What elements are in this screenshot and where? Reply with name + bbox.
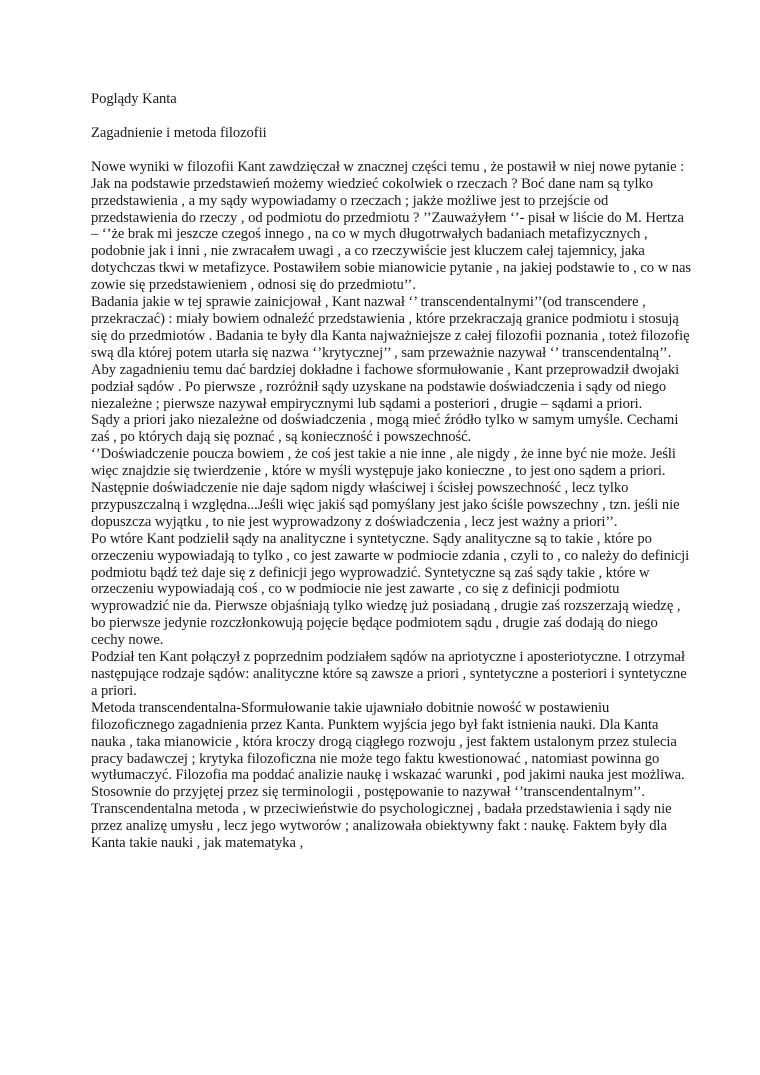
paragraph: ‘’Doświadczenie poucza bowiem , że coś jest takie a nie inne , ale nigdy , że inne być nie może. Jeśli więc znajdzie się twierdzenie , które w myśli występuje jako konieczne , to jest ono sądem a priori. <box>91 446 676 480</box>
paragraph: Następnie doświadczenie nie daje sądom nigdy właściwej i ścisłej powszechność , lecz tylko przypuszczalną i względna...Jeśli więc jakiś sąd pomyślany jest jako ściśle powszechny , tzn. jeśli nie dopuszcza wyjątku , to nie jest wyprowadzony z doświadczenia , lecz jest ważny a priori’’. <box>91 480 680 530</box>
paragraph: Podział ten Kant połączył z poprzednim podziałem sądów na apriotyczne i aposteriotyczne. I otrzymał następujące rodzaje sądów: analityczne które są zawsze a priori , syntetyczne a posteriori i syntetyczne a priori. <box>91 649 687 699</box>
document-body <box>91 159 691 852</box>
paragraph: Aby zagadnieniu temu dać bardziej dokładne i fachowe sformułowanie , Kant przeprowadził dwojaki podział sądów . Po pierwsze , rozróżnił sądy uzyskane na podstawie doświadczenia i sądy od niego niezależne ; pierwsze nazywał empirycznymi lub sądami a posteriori , drugie – sądami a priori. <box>91 361 680 412</box>
document-title: Poglądy Kanta <box>91 91 177 107</box>
paragraph: Sądy a priori jako niezależne od doświadczenia , mogą mieć źródło tylko w samym umyśle. Cechami zaś , po których dają się poznać , są konieczność i powszechność. <box>91 412 679 446</box>
paragraph: Po wtóre Kant podzielił sądy na analityczne i syntetyczne. Sądy analityczne są to takie , które po orzeczeniu wypowiadają to tylko , co jest zawarte w podmiocie zdania , czyli to , co należy do definicji podmiotu bądź też daje się z definicji jego wyprowadzić. Syntetyczne są zaś sądy takie , które w orzeczeniu wypowiadają coś , co w podmiocie nie jest zawarte , co się z definicji podmiotu wyprowadzić nie da. Pierwsze objaśniają tylko wiedzę już posiadaną , drugie zaś rozszerzają wiedzę , bo pierwsze jedynie rozczłonkowują pojęcie będące podmiotem sądu , drugie zaś dodają do niego cechy nowe. <box>91 530 690 649</box>
document-page <box>91 91 691 852</box>
paragraph: Nowe wyniki w filozofii Kant zawdzięczał w znacznej części temu , że postawił w niej nowe pytanie : Jak na podstawie przedstawień możemy wiedzieć cokolwiek o rzeczach ? Boć dane nam są tylko przedstawienia , a my sądy wypowiadamy o rzeczach ; jakże możliwe jest to przejście od przedstawienia do rzeczy , od podmiotu do przedmiotu ? ’’Zauważyłem ‘’- pisał w liście do M. Hertza – ‘’że brak mi jeszcze czegoś innego , na co w mych długotrwałych badaniach metafizycznych , podobnie jak i inni , nie zwracałem uwagi , a co rzeczywiście jest kluczem całej tajemnicy, jaka dotychczas tkwi w metafizyce. Postawiłem sobie mianowicie pytanie , na jakiej podstawie to , co w nas zowie się przedstawieniem , odnosi się do przedmiotu’’. <box>91 158 692 294</box>
paragraph: Badania jakie w tej sprawie zainicjował , Kant nazwał ‘’ transcendentalnymi’’(od transcendere , przekraczać) : miały bowiem odnaleźć przedstawienia , które przekraczają granice podmiotu i stosują się do przedmiotów . Badania te były dla Kanta najważniejsze z całej filozofii poznania , toteż filozofię swą dla której potem utarła się nazwa ‘’krytycznej’’ , sam przeważnie nazywał ‘’ transcendentalną’’. <box>91 294 690 361</box>
document-subtitle: Zagadnienie i metoda filozofii <box>91 124 267 141</box>
paragraph: Metoda transcendentalna-Sformułowanie takie ujawniało dobitnie nowość w postawieniu filozoficznego zagadnienia przez Kanta. Punktem wyjścia jego był fakt istnienia nauki. Dla Kanta nauka , taka mianowicie , która kroczy drogą ciągłego rozwoju , jest faktem ustalonym przez stulecia pracy badawczej ; krytyka filozoficzna nie może tego faktu kwestionować , natomiast powinna go wytłumaczyć. Filozofia ma poddać analizie naukę i wskazać warunki , pod jakimi nauka jest możliwa. Stosownie do przyjętej przez się terminologii , postępowanie to nazywał ‘’transcendentalnym’’. Transcendentalna metoda , w przeciwieństwie do psychologicznej , badała przedstawienia i sądy nie przez analizę umysłu , lecz jego wytworów ; analizowała obiektywny fakt : naukę. Faktem były dla Kanta takie nauki , jak matematyka , <box>91 699 685 852</box>
